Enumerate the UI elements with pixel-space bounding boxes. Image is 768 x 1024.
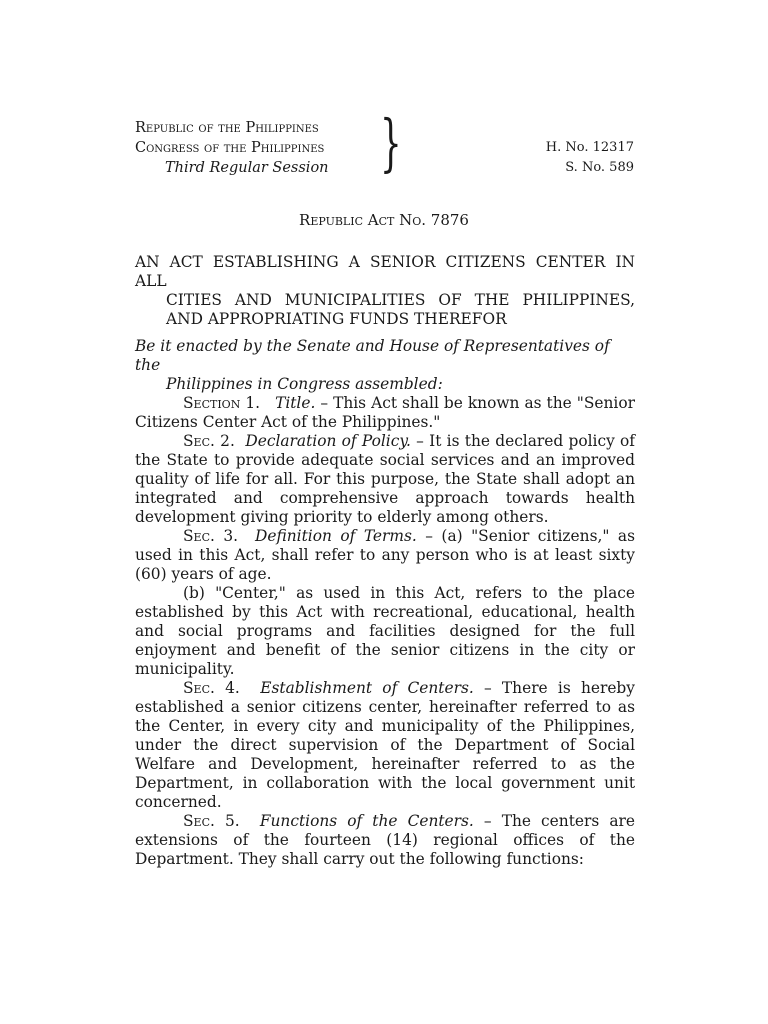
act-number: Republic Act No. 7876 bbox=[299, 211, 469, 229]
section-text: (b) "Center," as used in this Act, refers to the place established by this Act with recreational, educational, health and social programs and facilities designed for the full enjoyment and benefit of the senior citizens in the city or municipality. bbox=[135, 584, 635, 678]
enacting-clause-line: Philippines in Congress assembled: bbox=[166, 375, 443, 393]
act-title bbox=[135, 253, 635, 329]
section-2 bbox=[135, 432, 635, 527]
section-text: – The centers are extensions of the fourteen (14) regional offices of the Department. They shall carry out the following functions: bbox=[135, 812, 635, 868]
enacting-clause bbox=[135, 337, 635, 394]
section-label: Sec. 4. bbox=[183, 679, 240, 697]
header-right-block bbox=[546, 138, 634, 178]
act-title-line: AND APPROPRIATING FUNDS THEREFOR bbox=[166, 310, 507, 328]
house-bill-number: H. No. 12317 bbox=[545, 140, 634, 155]
section-heading: Functions of the Centers. bbox=[259, 812, 474, 830]
section-text: – It is the declared policy of the State to provide adequate social services and an improved quality of life for all. For this purpose, the State shall adopt an integrated and comprehensive approach towards health development giving priority to elderly among others. bbox=[135, 432, 636, 526]
section-3-b bbox=[135, 584, 635, 679]
section-text: – (a) "Senior citizens," as used in this Act, shall refer to any person who is at least sixty (60) years of age. bbox=[135, 527, 635, 583]
enacting-clause-line: Be it enacted by the Senate and House of Representatives of the bbox=[135, 337, 610, 374]
section-heading: Declaration of Policy. bbox=[245, 432, 411, 450]
act-title-line: AN ACT ESTABLISHING A SENIOR CITIZENS CENTER IN ALL bbox=[135, 253, 635, 290]
section-1 bbox=[135, 394, 635, 432]
senate-bill-number: S. No. 589 bbox=[565, 160, 634, 175]
header-left-block bbox=[135, 118, 329, 178]
header-brace: } bbox=[380, 106, 402, 179]
act-title-line: CITIES AND MUNICIPALITIES OF THE PHILIPPINES, bbox=[166, 291, 635, 309]
section-4 bbox=[135, 679, 635, 812]
header-session: Third Regular Session bbox=[165, 160, 329, 176]
section-5 bbox=[135, 812, 635, 869]
section-label: Section 1. bbox=[183, 394, 261, 412]
section-heading: Title. bbox=[275, 394, 316, 412]
section-text: – There is hereby established a senior citizens center, hereinafter referred to as the Center, in every city and municipality of the Philippines, under the direct supervision of the Department of Social Welfare and Development, hereinafter referred to as the Department, in collaboration with the local government unit concerned. bbox=[135, 679, 635, 811]
section-3 bbox=[135, 527, 635, 584]
section-text: – This Act shall be known as the "Senior Citizens Center Act of the Philippines." bbox=[135, 394, 635, 431]
section-label: Sec. 3. bbox=[183, 527, 239, 545]
header-congress: Congress of the Philippines bbox=[135, 140, 325, 156]
header-republic: Republic of the Philippines bbox=[135, 120, 319, 136]
section-heading: Definition of Terms. bbox=[255, 527, 417, 545]
section-label: Sec. 5. bbox=[183, 812, 240, 830]
section-label: Sec. 2. bbox=[183, 432, 235, 450]
section-heading: Establishment of Centers. bbox=[260, 679, 474, 697]
document-body bbox=[135, 253, 635, 869]
